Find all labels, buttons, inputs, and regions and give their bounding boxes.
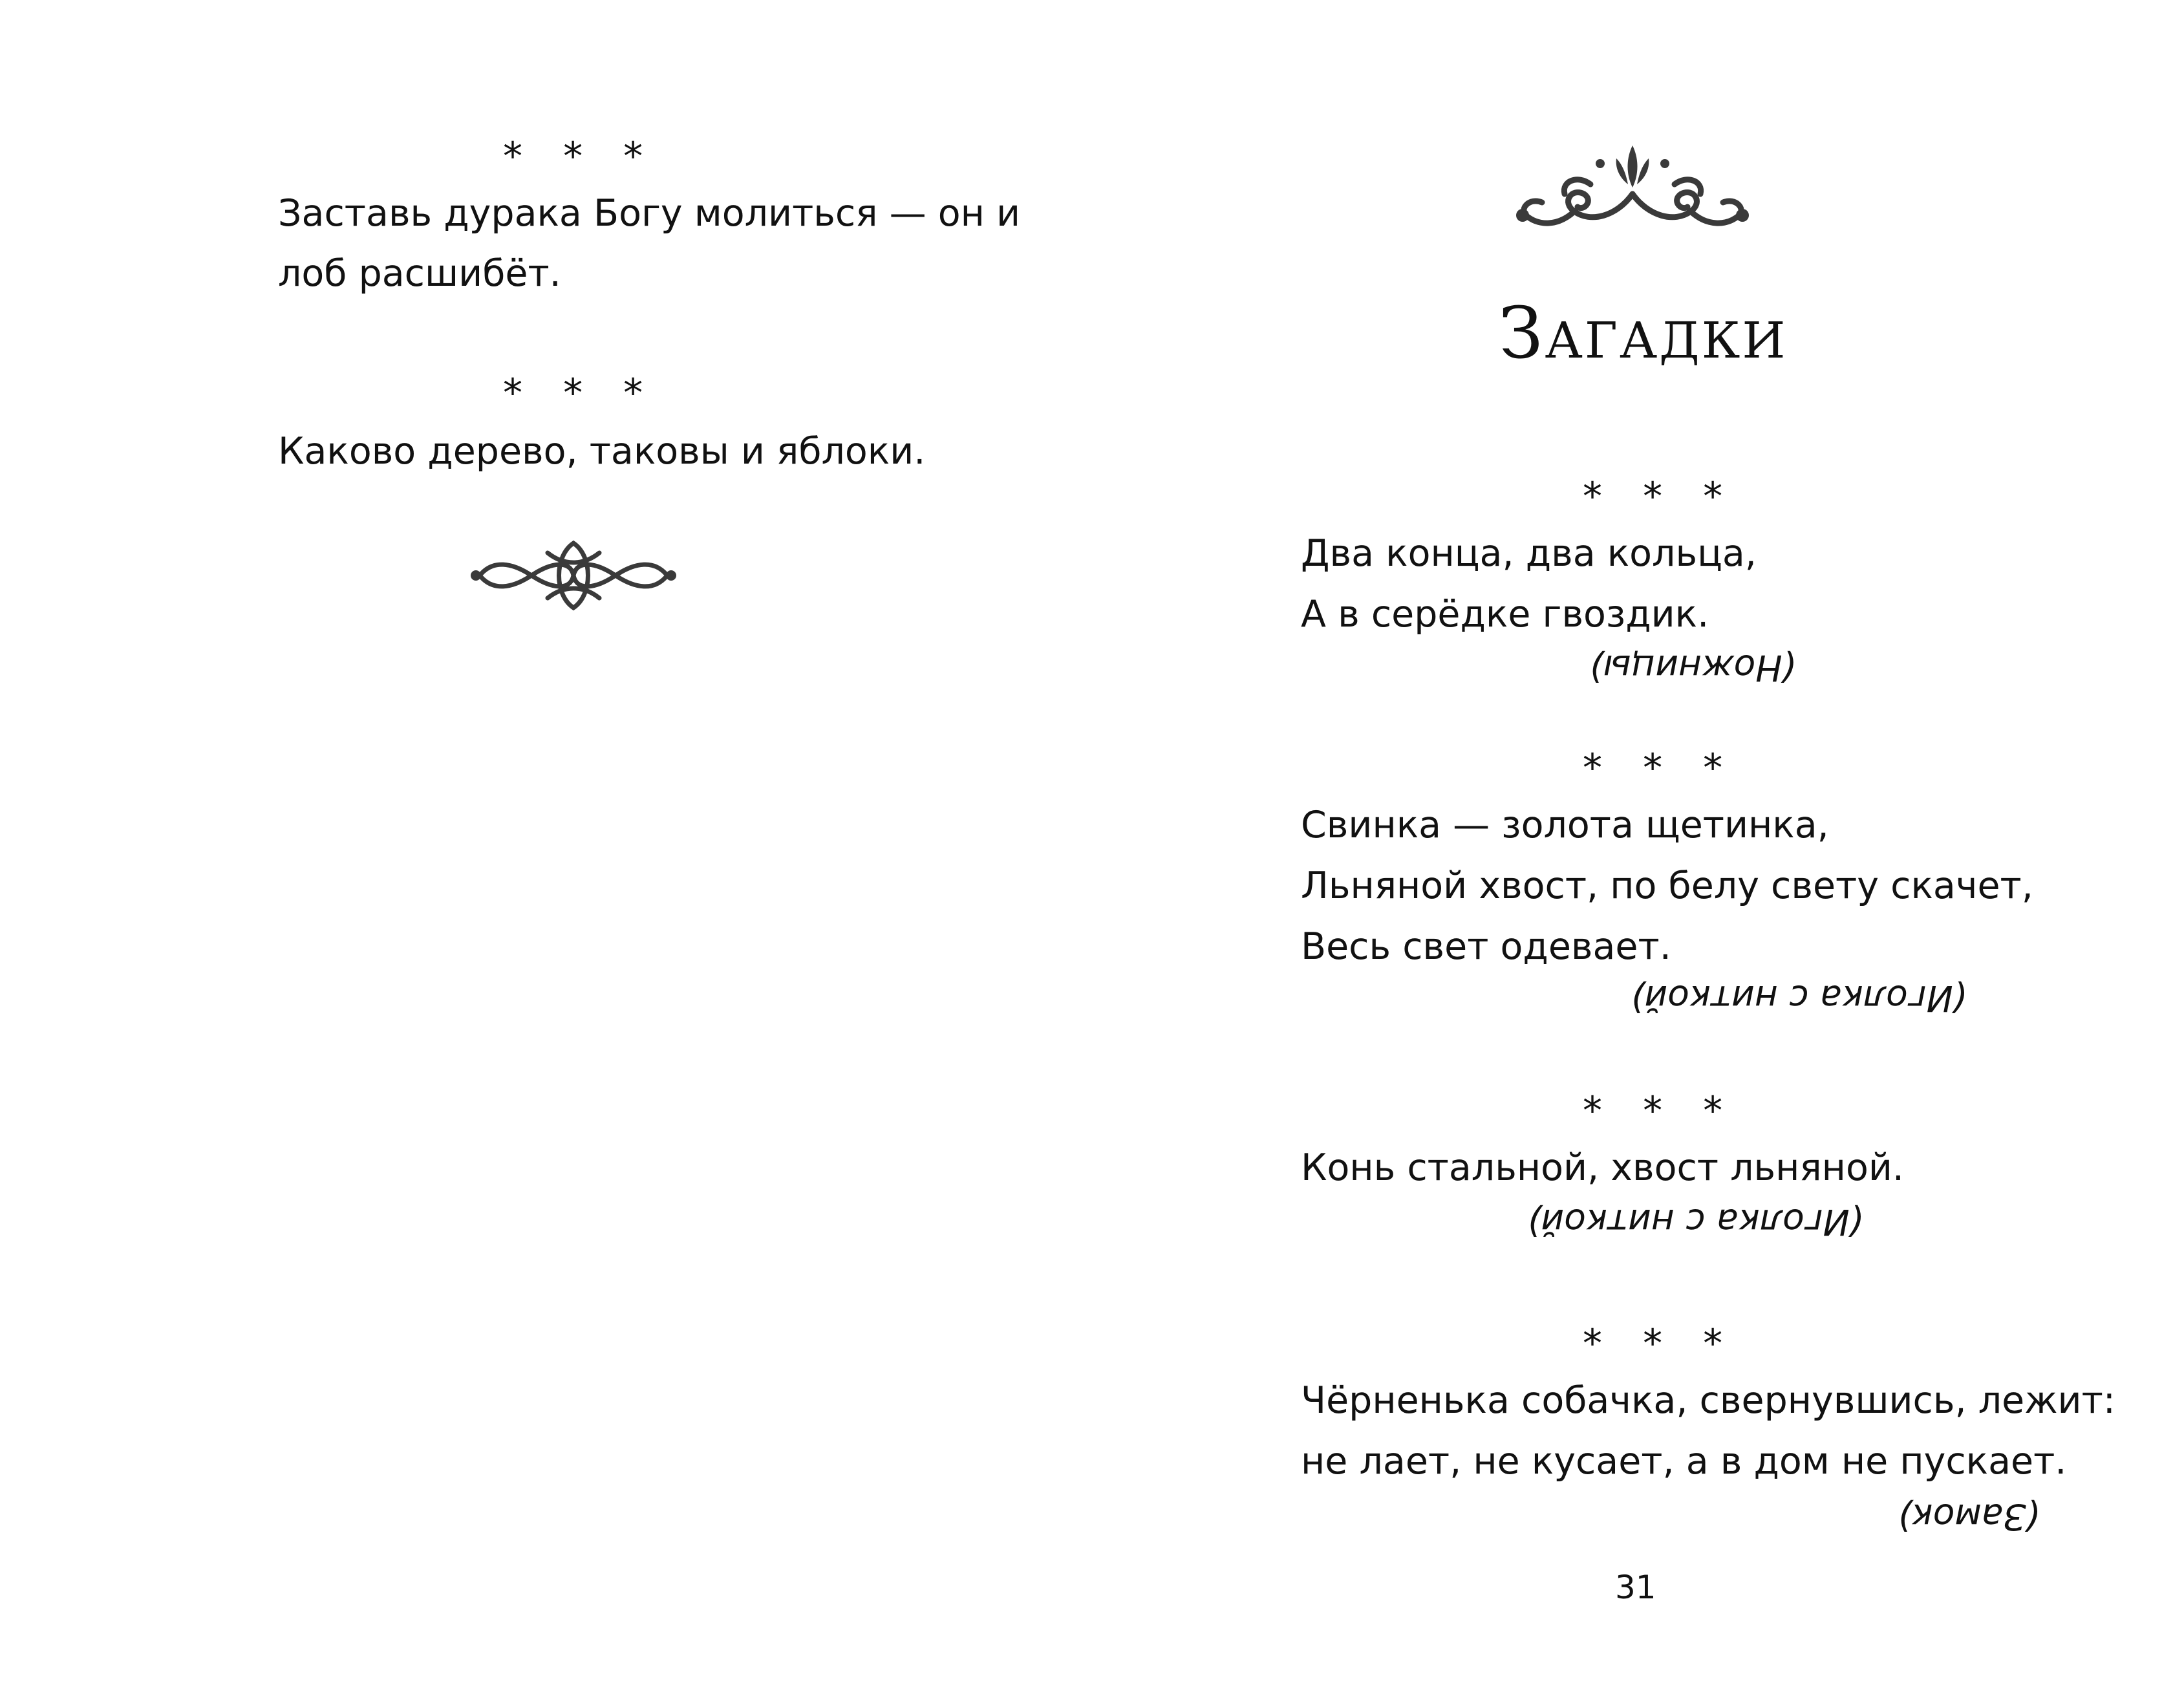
riddle-separator: * * * bbox=[1583, 1088, 1737, 1133]
riddle-answer: (Иголка с ниткой) bbox=[1527, 1201, 1864, 1243]
fleuron-scroll-icon bbox=[1513, 139, 1752, 236]
riddle-answer: (Замок) bbox=[1898, 1496, 2040, 1538]
riddle-separator: * * * bbox=[1583, 1321, 1737, 1366]
riddle-line: Два конца, два кольца, bbox=[1301, 532, 1757, 575]
riddle-separator: * * * bbox=[1583, 746, 1737, 791]
riddle-answer: (Ножницы) bbox=[1589, 647, 1797, 689]
section-title: Загадки bbox=[1499, 292, 1788, 374]
riddle-line: Конь стальной, хвост льняной. bbox=[1301, 1146, 1904, 1189]
riddle-line: Свинка — золота щетинка, bbox=[1301, 804, 1829, 846]
proverb-separator: * * * bbox=[503, 134, 658, 179]
riddle-line: не лает, не кусает, а в дом не пускает. bbox=[1301, 1440, 2067, 1483]
proverb-line: Каково дерево, таковы и яблоки. bbox=[278, 430, 926, 473]
proverb-line: лоб расшибёт. bbox=[278, 252, 561, 295]
proverb-separator: * * * bbox=[503, 370, 658, 416]
riddle-separator: * * * bbox=[1583, 474, 1737, 519]
knot-flourish-icon bbox=[467, 537, 680, 614]
riddle-line: А в серёдке гвоздик. bbox=[1301, 593, 1709, 636]
riddle-line: Чёрненька собачка, свернувшись, лежит: bbox=[1301, 1379, 2116, 1422]
riddle-line: Весь свет одевает. bbox=[1301, 925, 1671, 968]
riddle-answer: (Иголка с ниткой) bbox=[1631, 978, 1967, 1019]
page-number: 31 bbox=[1615, 1569, 1656, 1606]
proverb-line: Заставь дурака Богу молиться — он и bbox=[278, 192, 1021, 235]
riddle-line: Льняной хвост, по белу свету скачет, bbox=[1301, 864, 2033, 907]
